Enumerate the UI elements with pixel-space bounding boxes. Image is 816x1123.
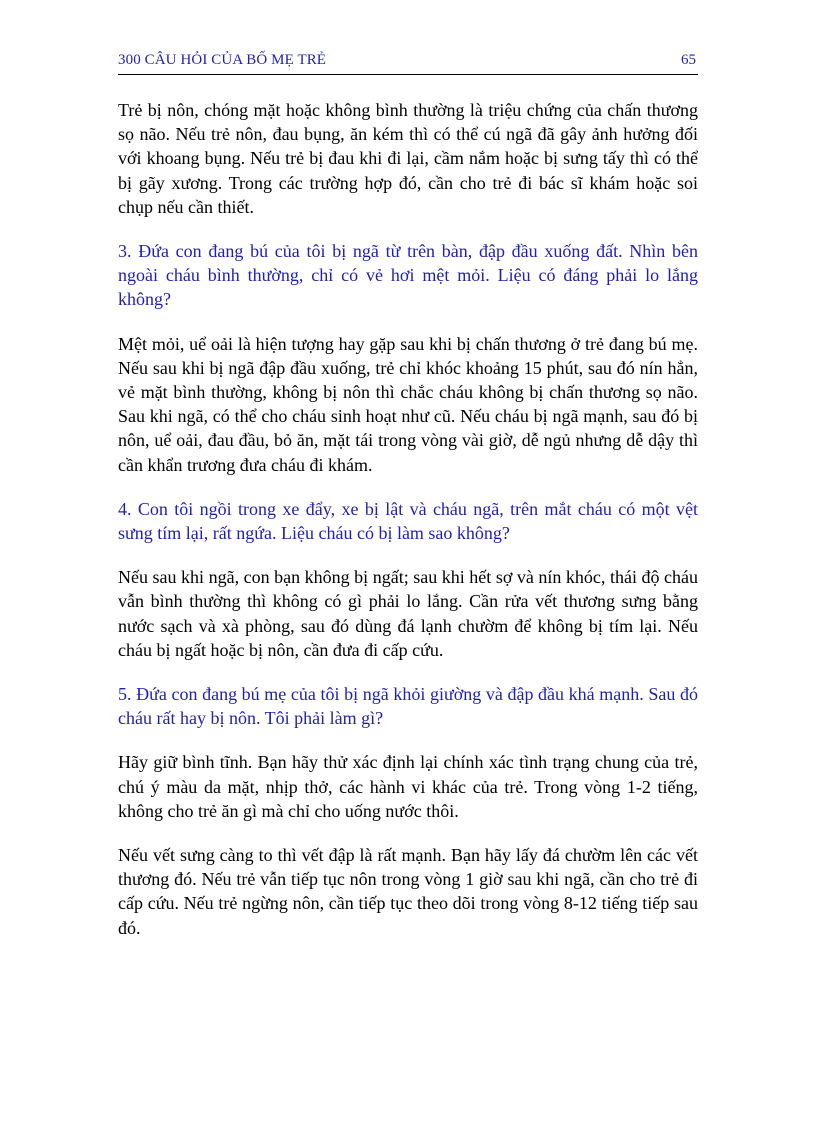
question-3: 3. Đứa con đang bú của tôi bị ngã từ trên bàn, đập đầu xuống đất. Nhìn bên ngoài cháu bình thường, chỉ có vẻ hơi mệt mỏi. Liệu có đáng phải lo lắng không? (118, 241, 698, 310)
running-header (118, 50, 698, 75)
page-number: 65 (681, 52, 696, 68)
answer-paragraph: Nếu vết sưng càng to thì vết đập là rất mạnh. Bạn hãy lấy đá chườm lên các vết thương đó. Nếu trẻ vẫn tiếp tục nôn trong vòng 1 giờ sau khi ngã, cần cho trẻ đi cấp cứu. Nếu trẻ ngừng nôn, cần tiếp tục theo dõi trong vòng 8-12 tiếng tiếp sau đó. (118, 845, 698, 938)
document-page (118, 0, 698, 1123)
book-title: 300 CÂU HỎI CỦA BỐ MẸ TRẺ (118, 52, 327, 68)
answer-paragraph: Mệt mỏi, uể oải là hiện tượng hay gặp sau khi bị chấn thương ở trẻ đang bú mẹ. Nếu sau khi bị ngã đập đầu xuống, trẻ chỉ khóc khoảng 15 phút, sau đó nín hẳn, vẻ mặt bình thường, không bị nôn thì chắc cháu không bị chấn thương sọ não. Sau khi ngã, có thể cho cháu sinh hoạt như cũ. Nếu cháu bị ngã mạnh, sau đó bị nôn, uể oải, đau đầu, bỏ ăn, mặt tái trong vòng vài giờ, dễ ngủ nhưng dễ dậy thì cần khẩn trương đưa cháu đi khám. (118, 333, 698, 475)
answer-paragraph: Hãy giữ bình tĩnh. Bạn hãy thử xác định lại chính xác tình trạng chung của trẻ, chú ý màu da mặt, nhịp thở, các hành vi khác của trẻ. Trong vòng 1-2 tiếng, không cho trẻ ăn gì mà chỉ cho uống nước thôi. (118, 752, 698, 821)
answer-paragraph: Trẻ bị nôn, chóng mặt hoặc không bình thường là triệu chứng của chấn thương sọ não. Nếu trẻ nôn, đau bụng, ăn kém thì có thể cú ngã đã gây ảnh hưởng đối với khoang bụng. Nếu trẻ bị đau khi đi lại, cầm nắm hoặc bị sưng tấy thì có thể bị gãy xương. Trong các trường hợp đó, cần cho trẻ đi bác sĩ khám hoặc soi chụp nếu cần thiết. (118, 100, 698, 217)
question-4: 4. Con tôi ngồi trong xe đẩy, xe bị lật và cháu ngã, trên mắt cháu có một vệt sưng tím lại, rất ngứa. Liệu cháu có bị làm sao không? (118, 498, 698, 544)
question-5: 5. Đứa con đang bú mẹ của tôi bị ngã khỏi giường và đập đầu khá mạnh. Sau đó cháu rất hay bị nôn. Tôi phải làm gì? (118, 684, 698, 729)
answer-paragraph: Nếu sau khi ngã, con bạn không bị ngất; sau khi hết sợ và nín khóc, thái độ cháu vẫn bình thường thì không có gì phải lo lắng. Cần rửa vết thương sưng bằng nước sạch và xà phòng, sau đó dùng đá lạnh chườm để không bị tím lại. Nếu cháu bị ngất hoặc bị nôn, cần đưa đi cấp cứu. (118, 567, 698, 660)
page-content (118, 98, 698, 960)
